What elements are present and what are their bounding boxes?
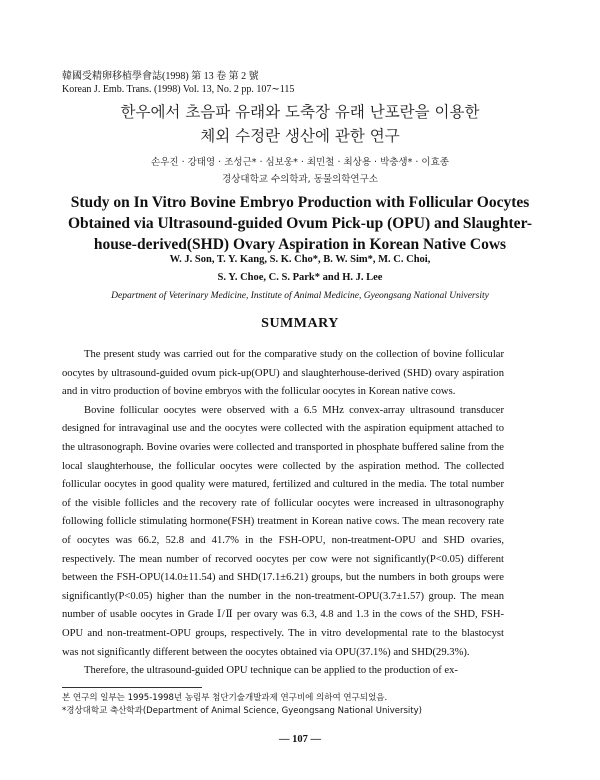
footnotes — [62, 692, 542, 718]
summary-paragraph-1: The present study was carried out for the comparative study on the collection of bovine follicular oocytes by ultrasound-guided ovum pick-up(OPU) and slaughterhouse-derived (SHD) ovary aspiration and in vitro production of bovine embryos with the follicular oocytes in Korean native cows. — [62, 349, 504, 398]
english-authors-line1: W. J. Son, T. Y. Kang, S. K. Cho*, B. W. Sim*, M. C. Choi, — [169, 254, 431, 265]
korean-affiliation: 경상대학교 수의학과, 동물의학연구소 — [222, 174, 378, 185]
summary-heading: SUMMARY — [261, 316, 339, 331]
korean-authors: 손우진 · 강태영 · 조성근* · 심보웅* · 최민철 · 최상용 · 박충생* · 이효종 — [151, 157, 449, 168]
korean-title-line2: 체외 수정란 생산에 관한 연구 — [200, 127, 400, 145]
english-title — [40, 192, 560, 255]
footnote-divider — [62, 687, 202, 688]
journal-header — [62, 70, 294, 96]
english-title-line1: Study on In Vitro Bovine Embryo Production with Follicular Oocytes — [70, 194, 530, 211]
english-authors-line2: S. Y. Choe, C. S. Park* and H. J. Lee — [217, 272, 383, 283]
summary-body — [62, 346, 504, 681]
korean-title-line1: 한우에서 초음파 유래와 도축장 유래 난포란을 이용한 — [120, 103, 480, 121]
english-title-line3: house-derived(SHD) Ovary Aspiration in Korean Native Cows — [93, 236, 507, 253]
journal-citation-english: Korean J. Emb. Trans. (1998) Vol. 13, No. 2 pp. 107∼115 — [62, 84, 295, 95]
affiliation-footnote: *경상대학교 축산학과(Department of Animal Science, Gyeongsang National University) — [62, 706, 422, 716]
journal-citation-korean: 韓國受精卵移植學會誌(1998) 第 13 卷 第 2 號 — [62, 71, 259, 82]
page-number: — 107 — — [279, 734, 321, 745]
english-affiliation: Department of Veterinary Medicine, Institute of Animal Medicine, Gyeongsang National University — [111, 291, 489, 301]
summary-paragraph-3: Therefore, the ultrasound-guided OPU technique can be applied to the production of ex- — [84, 665, 458, 677]
summary-paragraph-2: Bovine follicular oocytes were observed with a 6.5 MHz convex-array ultrasound transducer designed for intravaginal use and the oocytes were collected with the aspiration equipment attached to the ultrasonograph. Bovine ovaries were collected and transported in phosphate buffered saline from the local slaughterhouse, the follicular oocytes were collected by the aspiration method. The collected follicular oocytes in good quality were matured, fertilized and cultured in the media. The total number of the visible follicles and the recovery rate of follicular oocytes were increased in ultrasonography following follicle stimulating hormone(FSH) treatment in Korean native cows. The mean recovery rate of oocytes was 66.2, 52.8 and 41.7% in the FSH-OPU, non-treatment-OPU and SHD ovaries, respectively. The mean number of recorved oocytes per cow were not significantly(P<0.05) different between the FSH-OPU(14.0±11.54) and SHD(17.1±6.21) groups, but the numbers in both groups were significantly(P<0.05) higher than the number in the non-treatment-OPU(3.7±1.57) group. The mean number of usable oocytes in Grade Ⅰ/Ⅱ per ovary was 6.3, 4.8 and 1.3 in the cows of the SHD, FSH-OPU and non-treatment-OPU groups, respectively. The in vitro developmental rate to the blastocyst was not significantly different between the oocytes obtained via OPU(37.1%) and SHD(29.3%). — [62, 404, 504, 658]
english-title-line2: Obtained via Ultrasound-guided Ovum Pick-up (OPU) and Slaughter- — [67, 215, 533, 232]
funding-footnote: 본 연구의 일부는 1995-1998년 농림부 첨단기술개발과제 연구비에 의하여 연구되었음. — [62, 693, 388, 703]
